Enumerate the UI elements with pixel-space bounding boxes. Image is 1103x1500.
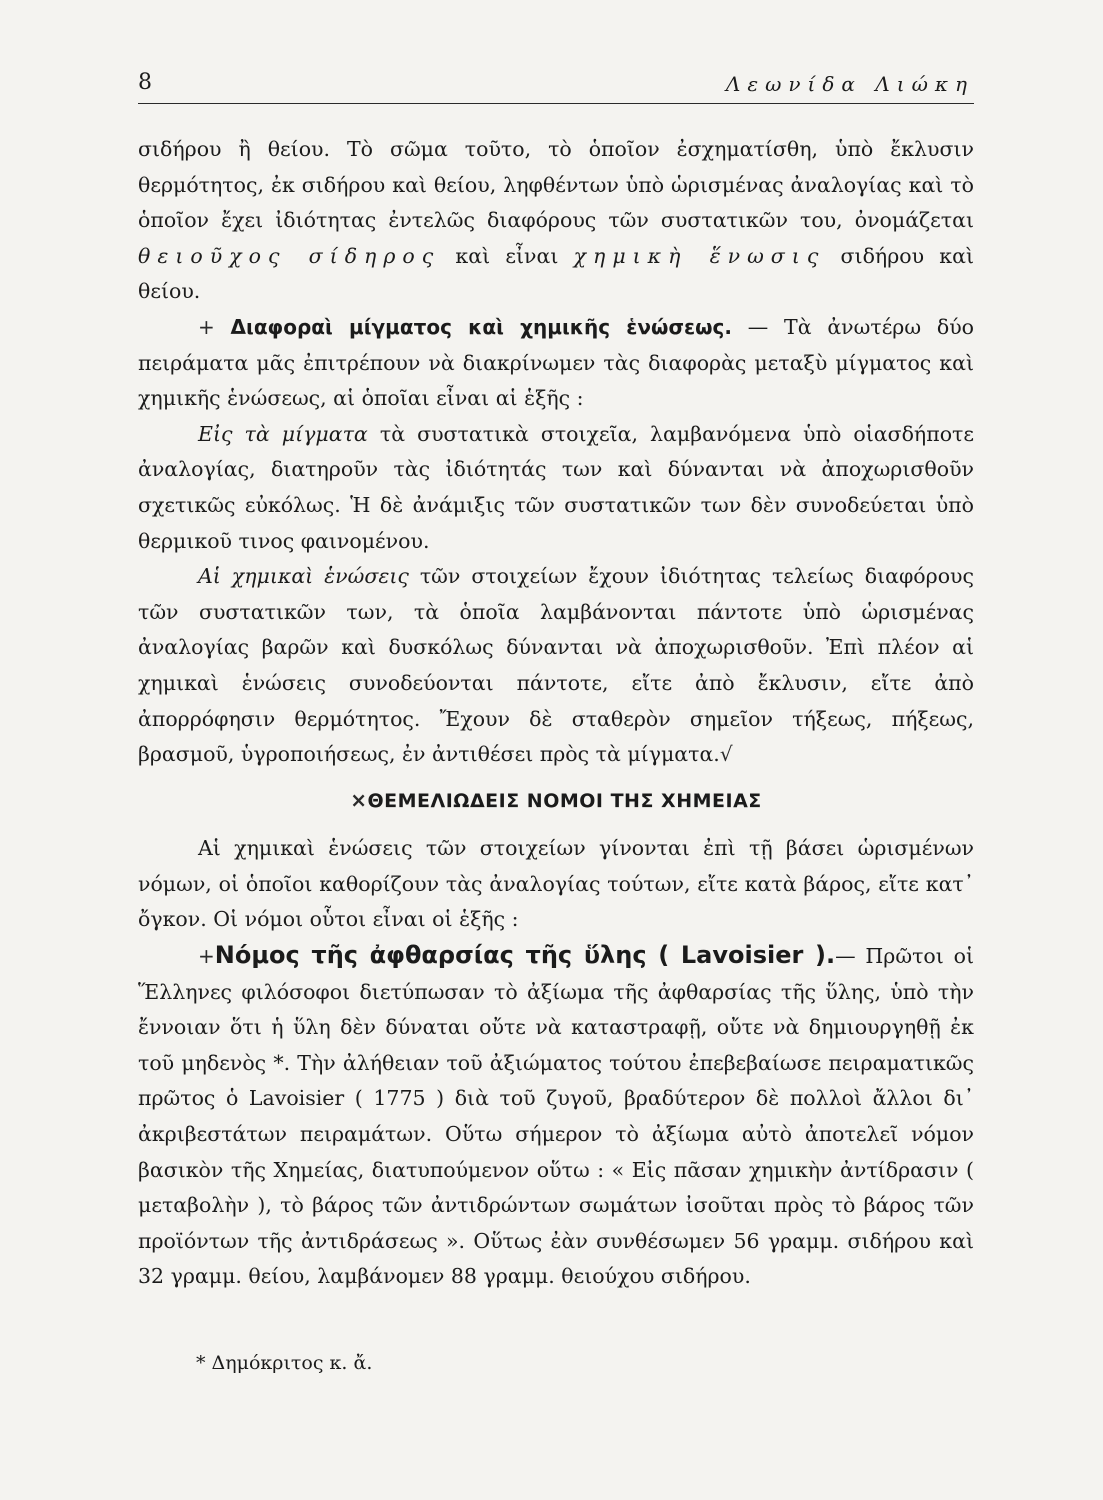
header-rule: [138, 103, 974, 104]
handwritten-plus-mark: +: [198, 944, 215, 969]
italic-lead-compounds: Αἱ χημικαὶ ἑνώσεις: [198, 564, 409, 589]
page-number: 8: [138, 70, 152, 95]
paragraph-iron-sulfide: [138, 132, 974, 310]
running-head-author: Λεωνίδα Λιώκη: [725, 72, 974, 96]
term-chemical-compound: χημικὴ ἕνωσις: [573, 243, 826, 268]
section-title: [138, 783, 974, 820]
italic-lead-mixtures: Εἰς τὰ μίγματα: [198, 421, 368, 446]
footnote: * Δημόκριτος κ. ἄ.: [196, 1352, 373, 1374]
paragraph-compounds: [138, 559, 974, 773]
heading-differences: Διαφοραὶ μίγματος καὶ χημικῆς ἑνώσεως.: [230, 314, 732, 339]
handwritten-plus-mark: +: [198, 314, 215, 339]
paragraph-text: τὰ συστατικὰ στοιχεῖα, λαμβανόμενα ὑπὸ οἱασδήποτε ἀναλογίας, διατηροῦν τὰς ἰδιότητάς των καὶ δύνανται νὰ ἀποχωρισθοῦν σχετικῶς εὐκόλως. Ἡ δὲ ἀνάμιξις τῶν συστατικῶν των δὲν συνοδεύεται ὑπὸ θερμικοῦ τινος φαινομένου.: [138, 421, 974, 553]
paragraph-text-end: σιδήρου καὶ θείου.: [138, 243, 974, 304]
running-head: [138, 70, 974, 100]
heading-lavoisier-law: Νόμος τῆς ἀφθαρσίας τῆς ὕλης ( Lavoisier ).: [214, 941, 836, 970]
paragraph-mixtures: [138, 417, 974, 559]
term-iron-sulfide: θειοῦχος σίδηρος: [138, 243, 441, 268]
paragraph-differences: [138, 310, 974, 417]
paragraph-text: τῶν στοιχείων ἔχουν ἰδιότητας τελείως διαφόρους τῶν συστατικῶν των, τὰ ὁποῖα λαμβάνονται πάντοτε ὑπὸ ὡρισμένας ἀναλογίας βαρῶν καὶ δυσκόλως δύνανται νὰ ἀποχωρισθοῦν. Ἐπὶ πλέον αἱ χημικαὶ ἑνώσεις συνοδεύονται πάντοτε, εἴτε ἀπὸ ἔκλυσιν, εἴτε ἀπὸ ἀπορρόφησιν θερμότητος. Ἔχουν δὲ σταθερὸν σημεῖον τήξεως, πήξεως, βρασμοῦ, ὑγροποιήσεως, ἐν ἀντιθέσει πρὸς τὰ μίγματα.: [138, 564, 974, 767]
paragraph-text-mid: καὶ εἶναι: [440, 243, 574, 268]
paragraph-lavoisier: [138, 938, 974, 1295]
handwritten-check-mark: √: [719, 742, 733, 767]
paragraph-text: — Πρῶτοι οἱ Ἕλληνες φιλόσοφοι διετύπωσαν τὸ ἀξίωμα τῆς ἀφθαρσίας τῆς ὕλης, ὑπὸ τὴν ἔννοιαν ὅτι ἡ ὕλη δὲν δύναται οὔτε νὰ καταστραφῇ, οὔτε νὰ δημιουργηθῇ ἐκ τοῦ μηδενὸς *. Τὴν ἀλήθειαν τοῦ ἀξιώματος τούτου ἐπεβεβαίωσε πειραματικῶς πρῶτος ὁ Lavoisier ( 1775 ) διὰ τοῦ ζυγοῦ, βραδύτερον δὲ πολλοὶ ἄλλοι δι᾽ ἀκριβεστάτων πειραμάτων. Οὕτω σήμερον τὸ ἀξίωμα αὐτὸ ἀποτελεῖ νόμον βασικὸν τῆς Χημείας, διατυπούμενον οὕτω : « Εἰς πᾶσαν χημικὴν ἀντίδρασιν ( μεταβολὴν ), τὸ βάρος τῶν ἀντιδρώντων σωμάτων ἰσοῦται πρὸς τὸ βάρος τῶν προϊόντων τῆς ἀντιδράσεως ». Οὕτως ἐὰν συνθέσωμεν 56 γραμμ. σιδήρου καὶ 32 γραμμ. θείου, λαμβάνομεν 88 γραμμ. θειούχου σιδήρου.: [138, 944, 975, 1289]
page-body: [138, 132, 974, 1295]
paragraph-laws-intro: [138, 831, 974, 938]
section-title-text: ΘΕΜΕΛΙΩΔΕΙΣ ΝΟΜΟΙ ΤΗΣ ΧΗΜΕΙΑΣ: [367, 789, 762, 812]
paragraph-text: Αἱ χημικαὶ ἑνώσεις τῶν στοιχείων γίνονται ἐπὶ τῇ βάσει ὡρισμένων νόμων, οἱ ὁποῖοι καθορίζουν τὰς ἀναλογίας τούτων, εἴτε κατὰ βάρος, εἴτε κατ᾽ ὄγκον. Οἱ νόμοι οὗτοι εἶναι οἱ ἑξῆς :: [138, 836, 974, 932]
handwritten-cross-mark: ×: [350, 787, 368, 812]
paragraph-text: — Τὰ ἀνωτέρω δύο πειράματα μᾶς ἐπιτρέπουν νὰ διακρίνωμεν τὰς διαφορὰς μεταξὺ μίγματος καὶ χημικῆς ἑνώσεως, αἱ ὁποῖαι εἶναι αἱ ἑξῆς :: [138, 314, 974, 411]
paragraph-text: σιδήρου ἢ θείου. Τὸ σῶμα τοῦτο, τὸ ὁποῖον ἐσχηματίσθη, ὑπὸ ἔκλυσιν θερμότητος, ἐκ σιδήρου καὶ θείου, ληφθέντων ὑπὸ ὡρισμένας ἀναλογίας καὶ τὸ ὁποῖον ἔχει ἰδιότητας ἐντελῶς διαφόρους τῶν συστατικῶν του, ὀνομάζεται: [138, 137, 974, 233]
